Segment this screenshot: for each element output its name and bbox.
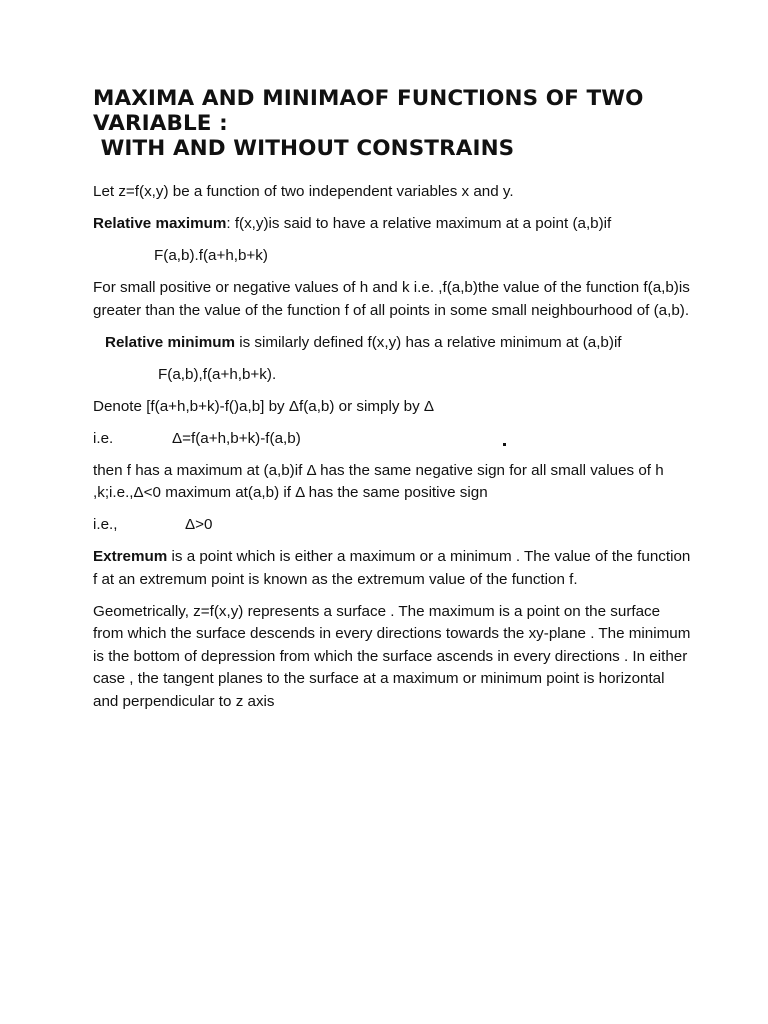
relative-minimum-paragraph [93, 332, 693, 355]
document-title [93, 86, 693, 161]
title-line-1: MAXIMA AND MINIMAOF FUNCTIONS OF TWO [93, 86, 644, 111]
ie-label: i.e. [93, 429, 114, 447]
document-page [93, 86, 693, 723]
extremum-term: Extremum [93, 548, 168, 565]
relative-maximum-text: : f(x,y)is said to have a relative maximum at a point (a,b)if [226, 215, 612, 232]
intro-paragraph: Let z=f(x,y) be a function of two independent variables x and y. [93, 183, 514, 200]
ie-label-2: i.e., [93, 516, 118, 533]
ie-delta-definition [93, 428, 693, 451]
maximum-condition-paragraph: then f has a maximum at (a,b)if Δ has the same negative sign for all small values of h ,k;i.e.,Δ<0 maximum at(a,b) if Δ has the same positive sign [93, 461, 664, 501]
extremum-paragraph [93, 546, 693, 591]
title-line-3: WITH AND WITHOUT CONSTRAINS [93, 136, 515, 161]
relative-minimum-text: is similarly defined f(x,y) has a relative minimum at (a,b)if [234, 333, 622, 351]
relative-maximum-paragraph [93, 213, 693, 236]
ie-delta-positive [93, 514, 693, 537]
relative-maximum-term: Relative maximum [93, 215, 227, 232]
title-line-2: VARIABLE : [93, 111, 228, 136]
relative-minimum-term: Relative minimum [105, 333, 235, 351]
geometric-paragraph: Geometrically, z=f(x,y) represents a surface . The maximum is a point on the surface from which the surface descends in every directions towards the xy-plane . The minimum is the bottom of depression from which the surface ascends in every directions . In either case , the tangent planes to the surface at a maximum or minimum point is horizontal and perpendicular to z axis [93, 602, 691, 710]
denote-paragraph: Denote [f(a+h,b+k)-f()a,b] by Δf(a,b) or simply by Δ [93, 397, 435, 415]
relative-minimum-formula: F(a,b),f(a+h,b+k). [158, 365, 277, 383]
stray-dot-mark [503, 443, 506, 446]
delta-definition: Δ=f(a+h,b+k)-f(a,b) [172, 429, 301, 447]
delta-positive: Δ>0 [185, 516, 213, 533]
extremum-text: is a point which is either a maximum or a minimum . The value of the function f at an extremum point is known as the extremum value of the function f. [93, 548, 691, 588]
relative-maximum-formula: F(a,b).f(a+h,b+k) [154, 247, 268, 264]
small-values-paragraph: For small positive or negative values of h and k i.e. ,f(a,b)the value of the function f(a,b)is greater than the value of the function f of all points in some small neighbourhood of (a,b). [93, 279, 690, 319]
